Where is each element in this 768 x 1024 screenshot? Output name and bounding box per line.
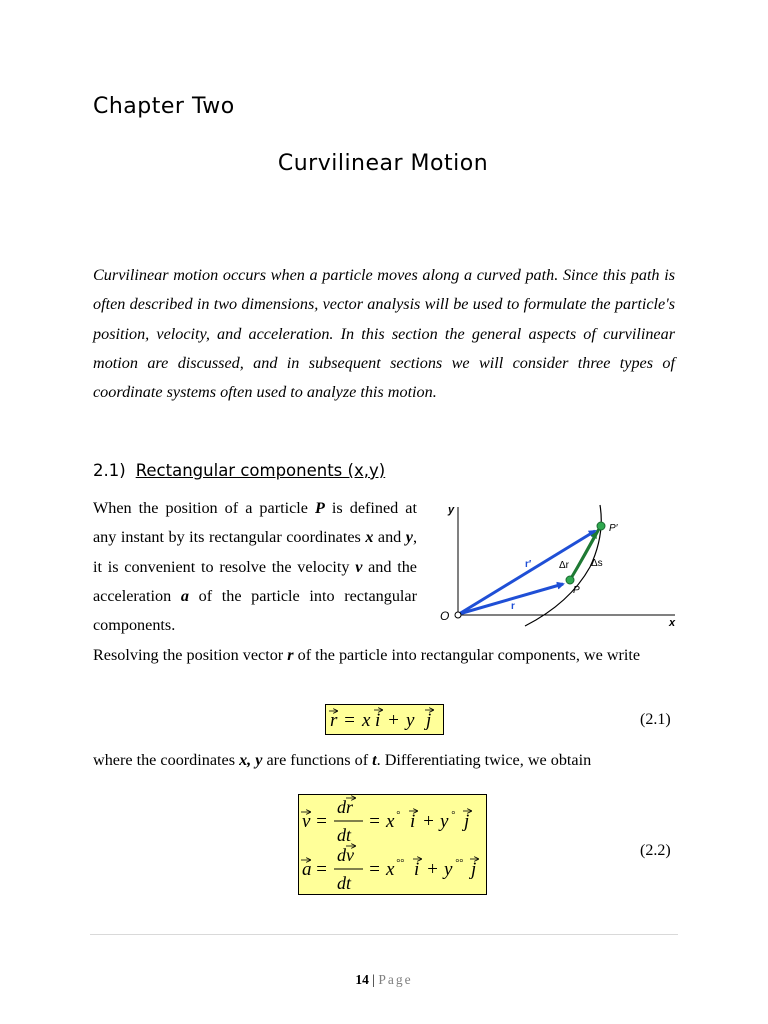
eq22-dv: dv (337, 845, 354, 865)
paragraph-coordinates (93, 751, 675, 770)
p-label: P (573, 585, 580, 596)
equation-2-2 (299, 795, 486, 894)
para1-text-2: is defined at any instant by its rectangular coordinates (93, 499, 417, 547)
eq21-i: i (375, 710, 381, 731)
equation-2-1-box (325, 704, 444, 735)
p-prime-label: P′ (609, 523, 618, 534)
page-footer (0, 972, 768, 988)
eq21-j: j (426, 710, 432, 731)
r-prime-label: r′ (525, 559, 532, 570)
eq21-plus: + (387, 710, 400, 731)
eq22-i-1: i (410, 811, 416, 832)
para1-y: y (405, 528, 413, 547)
para3-text-2: are functions of (262, 751, 373, 769)
paragraph-position (93, 494, 417, 640)
eq22-xdot-1: ° (396, 810, 400, 821)
eq21-equals: = (343, 710, 356, 731)
eq22-plus-1: + (422, 811, 435, 832)
origin-point (455, 612, 461, 618)
chapter-title-text: Curvilinear Motion (277, 151, 489, 176)
eq22-v: v (302, 811, 311, 832)
equation-2-1 (326, 705, 443, 734)
para1-text-6: of the particle into rectangular components. (93, 586, 417, 635)
eq22-x-2: x (386, 859, 395, 880)
section-number: 2.1) (93, 461, 126, 480)
section-title: Rectangular components (x,y) (135, 461, 386, 480)
eq22-equals-2: = (368, 811, 381, 832)
origin-label: O (440, 609, 450, 623)
para1-a: a (180, 586, 189, 605)
eq22-dt-2: dt (337, 873, 352, 893)
para2-text-2: of the particle into rectangular components, we write (293, 646, 641, 664)
para1-text-3: and (373, 528, 406, 547)
footer-separator: | (372, 972, 375, 987)
delta-r-label: Δr (559, 560, 570, 571)
para1-x: x (365, 528, 374, 547)
equation-2-1-number: (2.1) (640, 711, 671, 728)
r-label: r (511, 601, 515, 612)
intro-paragraph: Curvilinear motion occurs when a particle moves along a curved path. Since this path is often described in two dimensions, vector analysis will be used to formulate the particle's position, velocity, and acceleration. In this section the general aspects of curvilinear motion are discussed, and in subsequent sections we will consider three types of coordinate systems often used to analyze this motion. (93, 266, 675, 402)
section-heading (93, 461, 385, 480)
para1-text-5: and the acceleration (93, 557, 417, 605)
eq22-equals-1: = (315, 811, 328, 832)
para1-text-4: , it is convenient to resolve the velocity (93, 528, 417, 576)
footer-divider (90, 934, 678, 935)
eq21-y: y (406, 710, 415, 731)
delta-s-label: Δs (591, 558, 603, 569)
paragraph-resolving (93, 641, 675, 670)
chapter-label: Chapter Two (93, 94, 235, 119)
eq22-x-1: x (386, 811, 395, 832)
eq22-xdot-2: °° (396, 858, 404, 869)
para1-text-1: When the position of a particle (93, 499, 315, 517)
eq22-i-2: i (414, 859, 420, 880)
para1-P: P (314, 499, 325, 517)
eq22-equals-3: = (315, 859, 328, 880)
y-axis-label: y (448, 504, 455, 516)
x-axis-label: x (669, 617, 676, 629)
eq22-y-1: y (440, 811, 449, 832)
page-number: 14 (355, 972, 369, 987)
equation-2-2-number: (2.2) (640, 842, 671, 859)
eq22-plus-2: + (426, 859, 439, 880)
para2-r: r (287, 646, 294, 664)
eq22-y-2: y (444, 859, 453, 880)
chapter-title (0, 151, 768, 176)
para2-text-1: Resolving the position vector (93, 646, 288, 664)
para3-xy: x, y (239, 751, 263, 769)
equation-2-2-box (298, 794, 487, 895)
point-p-prime (597, 522, 605, 530)
eq21-x: x (362, 710, 371, 731)
eq22-ydot-2: °° (455, 858, 463, 869)
point-p (566, 576, 574, 584)
para3-text-3: . Differentiating twice, we obtain (376, 751, 592, 769)
eq22-dr: dr (337, 797, 354, 817)
para3-text-1: where the coordinates (93, 751, 240, 769)
eq22-equals-4: = (368, 859, 381, 880)
eq21-r: r (330, 710, 338, 731)
eq22-j-1: j (464, 811, 470, 832)
eq22-dt-1: dt (337, 825, 352, 845)
eq22-ydot-1: ° (451, 810, 455, 821)
para1-v: v (355, 557, 363, 576)
para3-t: t (372, 751, 377, 769)
page-word: Page (378, 972, 413, 987)
eq22-a: a (302, 859, 312, 880)
eq22-j-2: j (471, 859, 477, 880)
curvilinear-figure (430, 495, 690, 630)
